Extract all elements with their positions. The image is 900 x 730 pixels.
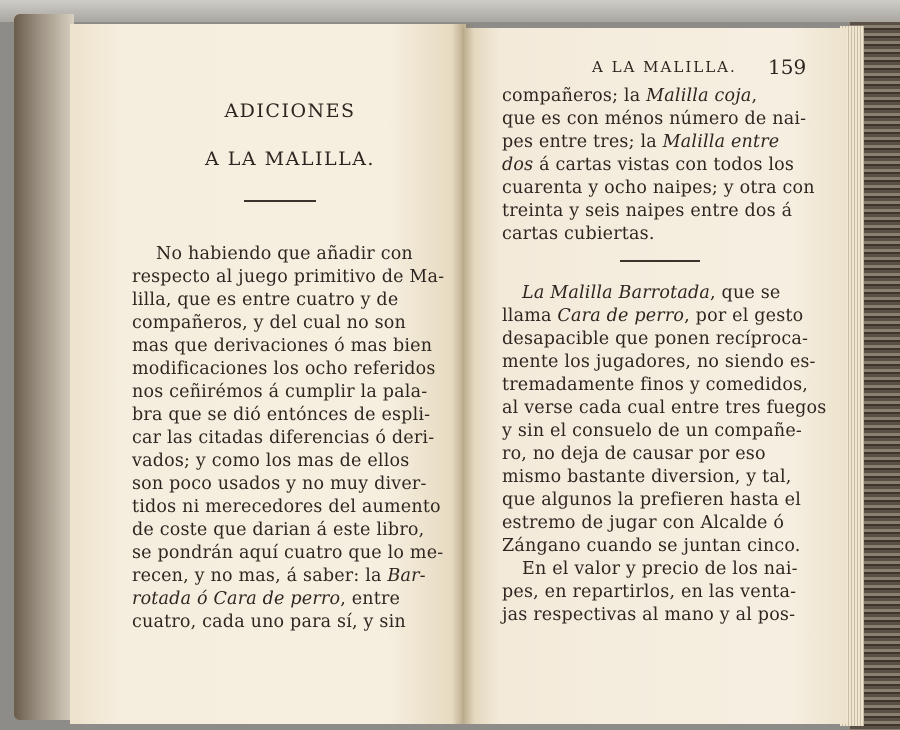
text-line bbox=[502, 306, 803, 326]
section-rule bbox=[620, 260, 700, 262]
text-line: car las citadas diferencias ó deri- bbox=[132, 428, 435, 448]
text-run: recen, y no mas, á saber: la bbox=[132, 566, 382, 586]
italic-run: dos bbox=[502, 155, 534, 175]
text-line bbox=[502, 155, 794, 175]
text-line bbox=[522, 283, 780, 303]
italic-run: Malilla coja bbox=[646, 86, 752, 106]
text-line: que es con ménos número de nai- bbox=[502, 109, 807, 129]
text-line: En el valor y precio de los nai- bbox=[522, 559, 798, 579]
text-line: y sin el consuelo de un compañe- bbox=[502, 421, 803, 441]
text-line: cuarenta y ocho naipes; y otra con bbox=[502, 178, 815, 198]
text-line: se pondrán aquí cuatro que lo me- bbox=[132, 543, 444, 563]
text-line bbox=[132, 566, 426, 586]
text-line: bra que se dió entónces de espli- bbox=[132, 405, 431, 425]
left-page bbox=[70, 24, 466, 724]
text-line bbox=[502, 132, 779, 152]
heading-rule bbox=[244, 200, 316, 202]
text-line: respecto al juego primitivo de Ma- bbox=[132, 267, 445, 287]
text-line: compañeros, y del cual no son bbox=[132, 313, 406, 333]
chapter-heading-line2: A LA MALILLA. bbox=[205, 148, 375, 170]
text-run: , que se bbox=[710, 283, 781, 303]
text-run: pes entre tres; la bbox=[502, 132, 663, 152]
text-line: treinta y seis naipes entre dos á bbox=[502, 201, 793, 221]
chapter-heading-line1: ADICIONES bbox=[224, 100, 356, 122]
text-line: modificaciones los ocho referidos bbox=[132, 359, 436, 379]
text-line: No habiendo que añadir con bbox=[156, 244, 413, 264]
text-line: jas respectivas al mano y al pos- bbox=[502, 605, 796, 625]
text-line: son poco usados y no muy diver- bbox=[132, 474, 427, 494]
text-run: , por el gesto bbox=[684, 306, 804, 326]
book-cover-left bbox=[14, 14, 74, 720]
text-line: al verse cada cual entre tres fuegos bbox=[502, 398, 827, 418]
text-line bbox=[502, 86, 757, 106]
text-line: mas que derivaciones ó mas bien bbox=[132, 336, 433, 356]
italic-run: La Malilla Barrotada bbox=[522, 283, 711, 303]
text-line: lilla, que es entre cuatro y de bbox=[132, 290, 399, 310]
text-run: , bbox=[751, 86, 758, 106]
right-page bbox=[462, 28, 846, 724]
book-gutter bbox=[452, 24, 474, 724]
text-line: nos ceñirémos á cumplir la pala- bbox=[132, 382, 428, 402]
text-line: cuatro, cada uno para sí, y sin bbox=[132, 612, 406, 632]
text-line: ro, no deja de causar por eso bbox=[502, 444, 766, 464]
text-line: pes, en repartirlos, en las venta- bbox=[502, 582, 797, 602]
text-line: mente los jugadores, no siendo es- bbox=[502, 352, 816, 372]
italic-run: Cara de perro bbox=[557, 306, 685, 326]
text-line: vados; y como los mas de ellos bbox=[132, 451, 410, 471]
text-line bbox=[132, 589, 400, 609]
text-run: , entre bbox=[340, 589, 401, 609]
text-line: mismo bastante diversion, y tal, bbox=[502, 467, 792, 487]
text-line: que algunos la prefieren hasta el bbox=[502, 490, 802, 510]
italic-run: rotada ó Cara de perro bbox=[132, 589, 341, 609]
text-line: desapacible que ponen recíproca- bbox=[502, 329, 809, 349]
scanner-background bbox=[0, 0, 900, 22]
text-line: Zángano cuando se juntan cinco. bbox=[502, 536, 801, 556]
running-head: A LA MALILLA. bbox=[592, 58, 737, 76]
text-line: tremadamente finos y comedidos, bbox=[502, 375, 809, 395]
text-run: llama bbox=[502, 306, 558, 326]
text-run: á cartas vistas con todos los bbox=[533, 155, 795, 175]
text-line: tidos ni merecedores del aumento bbox=[132, 497, 441, 517]
text-line: estremo de jugar con Alcalde ó bbox=[502, 513, 785, 533]
text-line: cartas cubiertas. bbox=[502, 224, 655, 244]
italic-run: Malilla entre bbox=[662, 132, 780, 152]
text-run: compañeros; la bbox=[502, 86, 647, 106]
page-number: 159 bbox=[768, 55, 807, 79]
text-line: de coste que darian á este libro, bbox=[132, 520, 425, 540]
italic-run: Bar- bbox=[387, 566, 426, 586]
